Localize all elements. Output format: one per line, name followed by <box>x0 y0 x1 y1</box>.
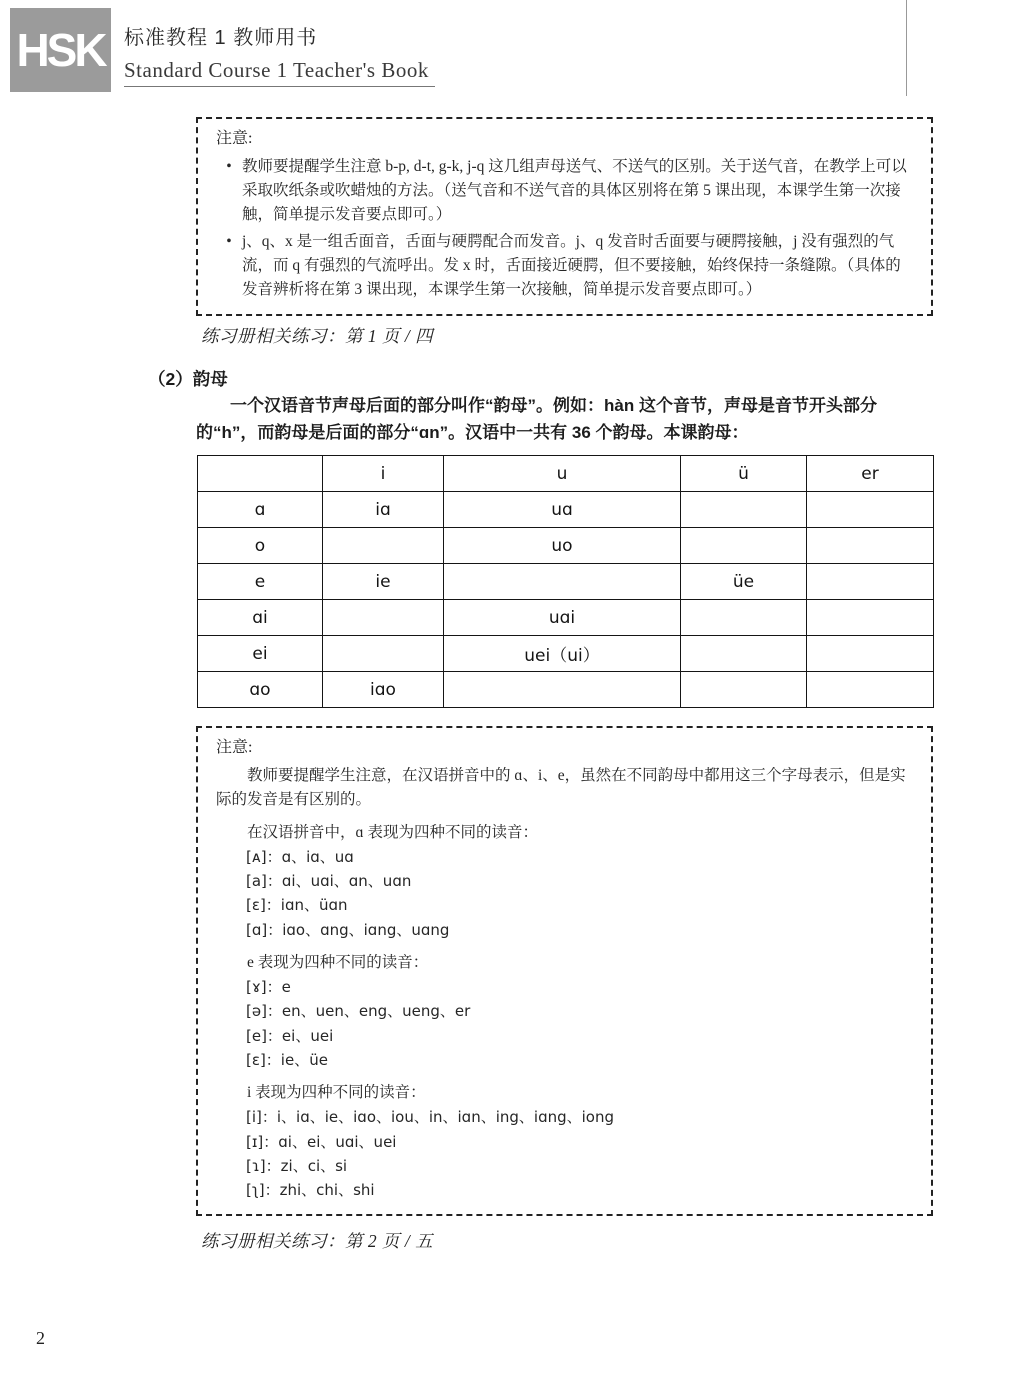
table-header-cell <box>198 456 323 492</box>
workbook-exercise-ref-1: 练习册相关练习：第 1 页 / 四 <box>201 326 434 346</box>
section-heading-finals: （2）韵母 <box>148 369 228 389</box>
phonetic-item: [ᴀ]：ɑ、iɑ、uɑ <box>246 847 354 866</box>
table-row <box>198 600 934 636</box>
phonetic-item: [i]：i、iɑ、ie、iɑo、iou、in、iɑn、ing、iɑng、iong <box>246 1108 614 1127</box>
table-cell <box>807 672 934 708</box>
phonetic-item: [ɑ]：iɑo、ɑng、iɑng、uɑng <box>246 920 450 939</box>
phonetic-item: [ɪ]：ɑi、ei、uɑi、uei <box>246 1132 397 1151</box>
table-cell: ɑ <box>198 492 323 528</box>
bullet-marker-icon: • <box>226 157 232 175</box>
table-cell: uo <box>444 528 681 564</box>
table-row <box>198 636 934 672</box>
section-paragraph: 一个汉语音节声母后面的部分叫作“韵母”。例如：hàn 这个音节，声母是音节开头部分的“h”，而韵母是后面的部分“ɑn”。汉语中一共有 36 个韵母。本课韵母： <box>196 396 877 443</box>
workbook-exercise-ref-2: 练习册相关练习：第 2 页 / 五 <box>201 1231 434 1251</box>
table-cell: o <box>198 528 323 564</box>
pronunciation-note-box <box>196 117 933 316</box>
table-row <box>198 528 934 564</box>
note-label: 注意: <box>216 739 253 756</box>
table-cell: iɑo <box>323 672 444 708</box>
phonetic-item: [ɛ]：iɑn、üɑn <box>246 896 348 915</box>
table-cell <box>681 672 807 708</box>
page-header <box>10 8 435 92</box>
page-number: 2 <box>36 1328 45 1348</box>
table-cell <box>444 564 681 600</box>
table-cell: ɑi <box>198 600 323 636</box>
table-cell <box>681 492 807 528</box>
table-cell: üe <box>681 564 807 600</box>
phonetic-item: [a]：ɑi、uɑi、ɑn、uɑn <box>246 872 412 891</box>
table-header-cell: er <box>807 456 934 492</box>
reading-group-title: 在汉语拼音中，ɑ 表现为四种不同的读音： <box>247 823 538 841</box>
reading-group-title: i 表现为四种不同的读音： <box>247 1084 426 1102</box>
table-cell <box>323 600 444 636</box>
reading-group-a <box>216 821 913 942</box>
table-row <box>198 672 934 708</box>
note-label: 注意: <box>216 130 253 147</box>
table-header-cell: i <box>323 456 444 492</box>
table-cell <box>807 600 934 636</box>
table-cell: ei <box>198 636 323 672</box>
table-cell <box>807 564 934 600</box>
bullet-marker-icon: • <box>226 232 232 250</box>
book-title-english: Standard Course 1 Teacher's Book <box>124 58 435 87</box>
table-cell <box>807 636 934 672</box>
phonetic-item: [ə]：en、uen、eng、ueng、er <box>246 1002 471 1021</box>
table-row <box>198 492 934 528</box>
phonetic-item: [e]：ei、uei <box>246 1026 334 1045</box>
header-right-rule <box>906 0 907 96</box>
finals-table <box>197 455 934 708</box>
book-titles <box>124 8 435 92</box>
reading-group-title: e 表现为四种不同的读音： <box>247 954 429 972</box>
hsk-logo: HSK <box>10 8 111 92</box>
vowel-reading-note-box <box>196 726 933 1216</box>
table-cell: iɑ <box>323 492 444 528</box>
table-cell <box>323 636 444 672</box>
reading-group-e <box>216 951 913 1072</box>
table-cell: ie <box>323 564 444 600</box>
note-bullet <box>216 230 913 302</box>
phonetic-item: [ɛ]：ie、üe <box>246 1050 328 1069</box>
table-cell: uɑ <box>444 492 681 528</box>
note-intro: 教师要提醒学生注意，在汉语拼音中的 ɑ、i、e，虽然在不同韵母中都用这三个字母表示，但是实际的发音是有区别的。 <box>216 766 906 808</box>
table-cell: uei（ui） <box>444 636 681 672</box>
phonetic-item: [ɿ]：zi、ci、si <box>246 1156 348 1175</box>
note-bullet-text: j、q、x 是一组舌面音，舌面与硬腭配合而发音。j、q 发音时舌面要与硬腭接触，j 没有强烈的气流，而 q 有强烈的气流呼出。发 x 时，舌面接近硬腭，但不要接触，始终保持一条缝隙。（具体的发音辨析将在第 3 课出现，本课学生第一次接触，简单提示发音要点即可。） <box>242 232 901 298</box>
table-cell: uɑi <box>444 600 681 636</box>
note-bullet-text: 教师要提醒学生注意 b-p, d-t, g-k, j-q 这几组声母送气、不送气的区别。关于送气音，在教学上可以采取吹纸条或吹蜡烛的方法。（送气音和不送气音的具体区别将在第 5 课出现，本课学生第一次接触，简单提示发音要点即可。） <box>242 157 907 223</box>
phonetic-item: [ɤ]：e <box>246 978 291 997</box>
table-cell <box>807 528 934 564</box>
phonetic-item: [ʅ]：zhi、chi、shi <box>246 1181 375 1200</box>
table-header-row <box>198 456 934 492</box>
note-bullet <box>216 155 913 227</box>
table-cell <box>807 492 934 528</box>
table-header-cell: ü <box>681 456 807 492</box>
table-cell <box>681 600 807 636</box>
table-cell <box>444 672 681 708</box>
table-row <box>198 564 934 600</box>
table-cell <box>681 528 807 564</box>
book-title-chinese: 标准教程 1 教师用书 <box>124 27 318 49</box>
table-cell <box>323 528 444 564</box>
table-cell: e <box>198 564 323 600</box>
table-header-cell: u <box>444 456 681 492</box>
table-cell <box>681 636 807 672</box>
table-cell: ɑo <box>198 672 323 708</box>
reading-group-i <box>216 1081 913 1202</box>
